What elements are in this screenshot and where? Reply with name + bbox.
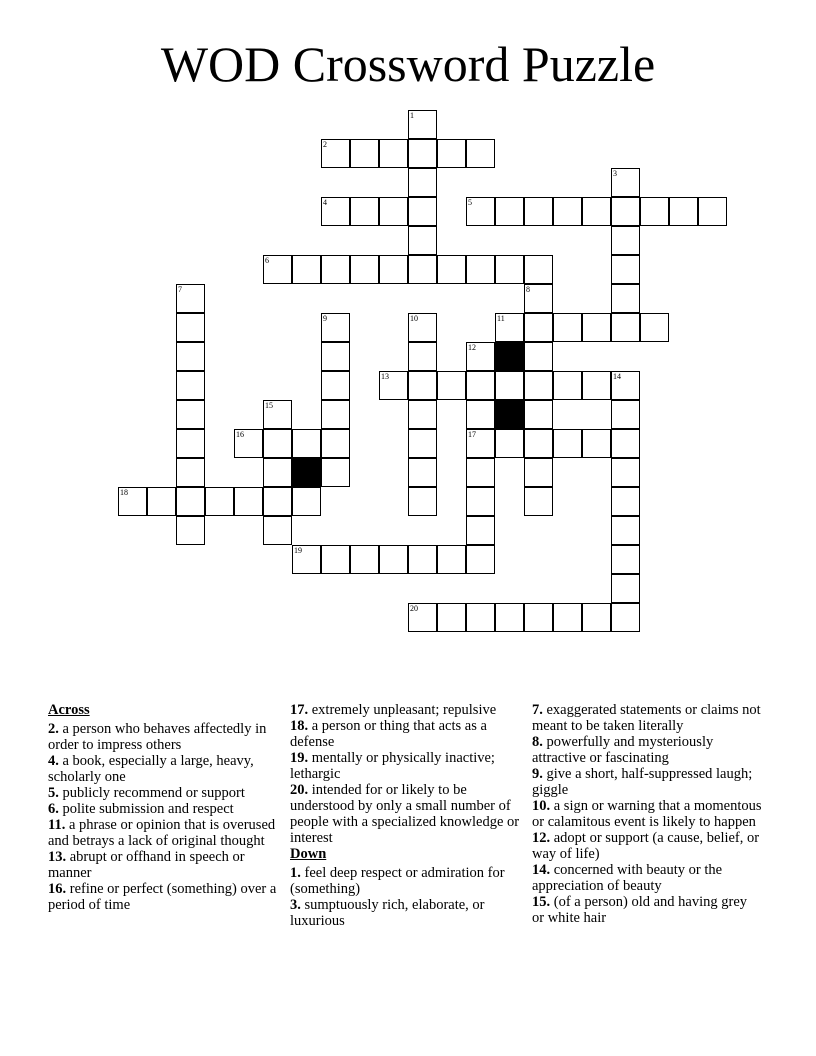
grid-cell[interactable] [176, 516, 205, 545]
clue-number: 17 [468, 430, 476, 439]
grid-cell[interactable] [582, 197, 611, 226]
clue-text: intended for or likely to be understood by only a small number of people with a specialized knowledge or interest [290, 782, 520, 846]
grid-cell[interactable] [321, 342, 350, 371]
grid-cell[interactable] [611, 516, 640, 545]
grid-cell[interactable] [321, 429, 350, 458]
clue-number-label: 3. [290, 897, 301, 913]
grid-cell[interactable] [524, 255, 553, 284]
grid-cell[interactable] [553, 429, 582, 458]
grid-cell[interactable] [408, 226, 437, 255]
grid-cell[interactable] [524, 342, 553, 371]
grid-cell[interactable] [408, 458, 437, 487]
clue-number: 2 [323, 140, 327, 149]
clue-number: 14 [613, 372, 621, 381]
grid-cell[interactable] [524, 487, 553, 516]
clue-number-label: 16. [48, 881, 67, 897]
grid-cell[interactable] [408, 342, 437, 371]
clue-number-label: 9. [532, 766, 543, 782]
across-clue [290, 782, 520, 846]
grid-cell[interactable] [118, 487, 147, 516]
clue-number: 18 [120, 488, 128, 497]
clue-number-label: 7. [532, 702, 543, 718]
clue-number-label: 11. [48, 817, 66, 833]
grid-cell[interactable] [553, 313, 582, 342]
clue-text: sumptuously rich, elaborate, or luxurious [290, 897, 485, 929]
grid-cell[interactable] [321, 313, 350, 342]
grid-cell[interactable] [176, 313, 205, 342]
clue-text: feel deep respect or admiration for (something) [290, 865, 505, 897]
grid-cell[interactable] [466, 371, 495, 400]
grid-cell[interactable] [437, 139, 466, 168]
grid-cell[interactable] [669, 197, 698, 226]
grid-cell[interactable] [495, 255, 524, 284]
grid-cell[interactable] [321, 400, 350, 429]
grid-cell[interactable] [176, 371, 205, 400]
across-clue [48, 753, 284, 785]
grid-cell[interactable] [350, 197, 379, 226]
grid-cell[interactable] [466, 516, 495, 545]
down-clue [532, 766, 762, 798]
grid-cell[interactable] [350, 255, 379, 284]
clue-text: polite submission and respect [62, 801, 234, 817]
grid-cell[interactable] [466, 603, 495, 632]
grid-cell[interactable] [379, 197, 408, 226]
grid-cell[interactable] [408, 139, 437, 168]
grid-cell[interactable] [611, 400, 640, 429]
grid-cell[interactable] [437, 603, 466, 632]
grid-cell[interactable] [408, 487, 437, 516]
grid-cell[interactable] [437, 371, 466, 400]
down-clue [532, 862, 762, 894]
down-clue [290, 897, 520, 929]
grid-cell[interactable] [437, 545, 466, 574]
across-clue [48, 881, 284, 913]
clue-number: 15 [265, 401, 273, 410]
grid-cell[interactable] [234, 429, 263, 458]
clue-number: 5 [468, 198, 472, 207]
clue-number: 11 [497, 314, 505, 323]
across-clue [290, 702, 520, 718]
clue-text: concerned with beauty or the appreciation of beauty [532, 862, 723, 894]
grid-cell[interactable] [408, 197, 437, 226]
grid-cell[interactable] [176, 487, 205, 516]
clue-number: 1 [410, 111, 414, 120]
grid-cell[interactable] [611, 458, 640, 487]
clue-number: 10 [410, 314, 418, 323]
clue-text: abrupt or offhand in speech or manner [48, 849, 245, 881]
page-title: WOD Crossword Puzzle [160, 36, 656, 92]
grid-cell[interactable] [611, 197, 640, 226]
grid-cell[interactable] [582, 313, 611, 342]
grid-cell[interactable] [495, 313, 524, 342]
grid-cell[interactable] [524, 284, 553, 313]
grid-cell[interactable] [321, 139, 350, 168]
black-square [292, 458, 321, 487]
grid-cell[interactable] [176, 342, 205, 371]
clue-text: (of a person) old and having grey or white hair [532, 894, 748, 926]
grid-cell[interactable] [582, 371, 611, 400]
across-clue [48, 785, 284, 801]
across-header: Across [48, 702, 90, 718]
grid-cell[interactable] [466, 545, 495, 574]
grid-cell[interactable] [495, 603, 524, 632]
grid-cell[interactable] [408, 545, 437, 574]
grid-cell[interactable] [147, 487, 176, 516]
grid-cell[interactable] [321, 197, 350, 226]
grid-cell[interactable] [524, 603, 553, 632]
down-clue [290, 865, 520, 897]
grid-cell[interactable] [524, 458, 553, 487]
grid-cell[interactable] [408, 371, 437, 400]
grid-cell[interactable] [408, 313, 437, 342]
clue-text: a person or thing that acts as a defense [290, 718, 487, 750]
grid-cell[interactable] [176, 400, 205, 429]
grid-cell[interactable] [611, 226, 640, 255]
grid-cell[interactable] [263, 516, 292, 545]
clue-number-label: 2. [48, 721, 59, 737]
grid-cell[interactable] [611, 429, 640, 458]
clue-text: exaggerated statements or claims not meant to be taken literally [532, 702, 761, 734]
across-clue [48, 817, 284, 849]
clue-text: adopt or support (a cause, belief, or way of life) [532, 830, 760, 862]
clue-number-label: 12. [532, 830, 551, 846]
grid-cell[interactable] [524, 313, 553, 342]
grid-cell[interactable] [408, 400, 437, 429]
grid-cell[interactable] [176, 429, 205, 458]
clue-number: 9 [323, 314, 327, 323]
across-clue [48, 849, 284, 881]
grid-cell[interactable] [495, 429, 524, 458]
down-clue [532, 830, 762, 862]
clue-number-label: 19. [290, 750, 309, 766]
grid-cell[interactable] [292, 545, 321, 574]
clue-number: 19 [294, 546, 302, 555]
clue-number: 4 [323, 198, 327, 207]
clue-text: a book, especially a large, heavy, scholarly one [48, 753, 254, 785]
across-clue [290, 718, 520, 750]
down-header: Down [290, 846, 327, 862]
grid-cell[interactable] [437, 255, 466, 284]
clue-number: 6 [265, 256, 269, 265]
grid-cell[interactable] [205, 487, 234, 516]
grid-cell[interactable] [582, 429, 611, 458]
clue-number: 13 [381, 372, 389, 381]
clue-number: 3 [613, 169, 617, 178]
clue-text: extremely unpleasant; repulsive [311, 702, 497, 718]
grid-cell[interactable] [176, 458, 205, 487]
clue-number-label: 1. [290, 865, 301, 881]
down-clue [532, 798, 762, 830]
grid-cell[interactable] [408, 110, 437, 139]
clue-text: give a short, half-suppressed laugh; giggle [532, 766, 753, 798]
grid-cell[interactable] [408, 255, 437, 284]
down-clue [532, 734, 762, 766]
grid-cell[interactable] [379, 545, 408, 574]
grid-cell[interactable] [611, 574, 640, 603]
grid-cell[interactable] [466, 255, 495, 284]
grid-cell[interactable] [263, 400, 292, 429]
grid-cell[interactable] [466, 487, 495, 516]
grid-cell[interactable] [466, 400, 495, 429]
clue-number-label: 20. [290, 782, 309, 798]
clue-number-label: 18. [290, 718, 309, 734]
clue-number: 8 [526, 285, 530, 294]
grid-cell[interactable] [611, 168, 640, 197]
grid-cell[interactable] [408, 603, 437, 632]
grid-cell[interactable] [379, 139, 408, 168]
grid-cell[interactable] [292, 429, 321, 458]
grid-cell[interactable] [611, 545, 640, 574]
clue-number-label: 8. [532, 734, 543, 750]
clue-number-label: 17. [290, 702, 309, 718]
grid-cell[interactable] [321, 458, 350, 487]
grid-cell[interactable] [640, 313, 669, 342]
grid-cell[interactable] [379, 255, 408, 284]
grid-cell[interactable] [408, 168, 437, 197]
grid-cell[interactable] [611, 603, 640, 632]
black-square [495, 342, 524, 371]
grid-cell[interactable] [582, 603, 611, 632]
clue-number-label: 4. [48, 753, 59, 769]
grid-cell[interactable] [466, 458, 495, 487]
grid-cell[interactable] [611, 313, 640, 342]
grid-cell[interactable] [466, 197, 495, 226]
grid-cell[interactable] [408, 429, 437, 458]
clue-text: mentally or physically inactive; lethargic [290, 750, 495, 782]
across-clue [290, 750, 520, 782]
clue-column-3 [532, 702, 762, 926]
clue-number-label: 15. [532, 894, 551, 910]
grid-cell[interactable] [611, 371, 640, 400]
grid-cell[interactable] [263, 458, 292, 487]
grid-cell[interactable] [524, 429, 553, 458]
down-clue [532, 894, 762, 926]
grid-cell[interactable] [466, 342, 495, 371]
grid-cell[interactable] [234, 487, 263, 516]
clue-number-label: 14. [532, 862, 551, 878]
grid-cell[interactable] [350, 545, 379, 574]
grid-cell[interactable] [611, 284, 640, 313]
black-square [495, 400, 524, 429]
grid-cell[interactable] [292, 487, 321, 516]
clue-text: a sign or warning that a momentous or calamitous event is likely to happen [532, 798, 762, 830]
grid-cell[interactable] [263, 487, 292, 516]
clue-text: refine or perfect (something) over a period of time [48, 881, 277, 913]
grid-cell[interactable] [524, 371, 553, 400]
grid-cell[interactable] [640, 197, 669, 226]
grid-cell[interactable] [321, 255, 350, 284]
grid-cell[interactable] [466, 139, 495, 168]
grid-cell[interactable] [321, 545, 350, 574]
grid-cell[interactable] [524, 400, 553, 429]
clue-number: 20 [410, 604, 418, 613]
clue-text: a phrase or opinion that is overused and betrays a lack of original thought [48, 817, 276, 849]
grid-cell[interactable] [495, 197, 524, 226]
clue-column-2 [290, 702, 520, 929]
clue-number-label: 10. [532, 798, 551, 814]
grid-cell[interactable] [553, 197, 582, 226]
grid-cell[interactable] [292, 255, 321, 284]
clue-number: 7 [178, 285, 182, 294]
clue-number: 16 [236, 430, 244, 439]
across-clue [48, 801, 284, 817]
grid-cell[interactable] [321, 371, 350, 400]
clue-column-1 [48, 702, 284, 913]
clue-text: powerfully and mysteriously attractive or fascinating [532, 734, 714, 766]
grid-cell[interactable] [611, 255, 640, 284]
grid-cell[interactable] [553, 371, 582, 400]
clue-number-label: 5. [48, 785, 59, 801]
across-clue [48, 721, 284, 753]
grid-cell[interactable] [524, 197, 553, 226]
grid-cell[interactable] [176, 284, 205, 313]
clue-text: a person who behaves affectedly in order to impress others [48, 721, 267, 753]
grid-cell[interactable] [263, 255, 292, 284]
grid-cell[interactable] [698, 197, 727, 226]
down-clue [532, 702, 762, 734]
grid-cell[interactable] [553, 603, 582, 632]
grid-cell[interactable] [495, 371, 524, 400]
grid-cell[interactable] [263, 429, 292, 458]
grid-cell[interactable] [379, 371, 408, 400]
grid-cell[interactable] [350, 139, 379, 168]
grid-cell[interactable] [611, 487, 640, 516]
clue-text: publicly recommend or support [62, 785, 245, 801]
grid-cell[interactable] [466, 429, 495, 458]
clue-number-label: 6. [48, 801, 59, 817]
clue-number-label: 13. [48, 849, 67, 865]
clue-number: 12 [468, 343, 476, 352]
